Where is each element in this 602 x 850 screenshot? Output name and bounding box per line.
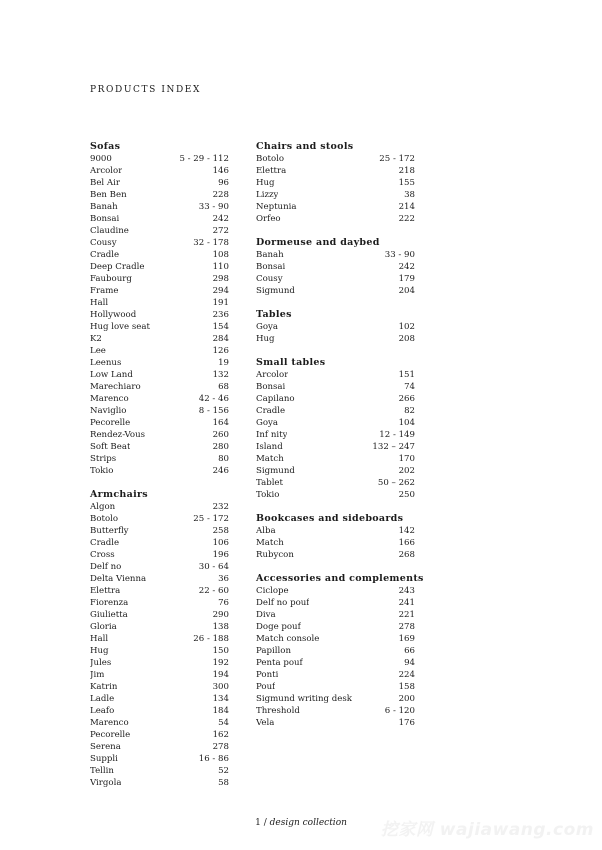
page-numbers: 242 xyxy=(398,262,415,272)
index-entry xyxy=(90,633,229,645)
product-name: Hug xyxy=(256,334,275,344)
page-numbers: 25 - 172 xyxy=(379,154,415,164)
index-entry xyxy=(90,309,229,321)
index-entry xyxy=(256,249,415,261)
product-name: Cousy xyxy=(90,238,117,248)
product-name: Suppli xyxy=(90,754,118,764)
index-entry xyxy=(256,381,415,393)
index-entry xyxy=(256,621,415,633)
section-title: Tables xyxy=(256,309,292,320)
index-section xyxy=(256,512,415,561)
index-entry xyxy=(256,669,415,681)
page-numbers: 36 xyxy=(218,574,229,584)
page-numbers: 250 xyxy=(398,490,415,500)
product-name: Cradle xyxy=(90,250,120,260)
index-entry xyxy=(90,237,229,249)
product-name: Leafo xyxy=(90,706,115,716)
page-numbers: 218 xyxy=(398,166,415,176)
product-name: Bel Air xyxy=(90,178,120,188)
index-column-left xyxy=(90,140,229,800)
index-entry xyxy=(90,381,229,393)
index-column-right xyxy=(256,140,424,740)
page-numbers: 208 xyxy=(398,334,415,344)
page-numbers: 278 xyxy=(212,742,229,752)
index-entry xyxy=(256,633,415,645)
product-name: Marenco xyxy=(90,718,129,728)
product-name: Vela xyxy=(256,718,275,728)
index-entry xyxy=(256,405,415,417)
index-section xyxy=(256,356,415,501)
page-numbers: 146 xyxy=(212,166,229,176)
product-name: Botolo xyxy=(256,154,285,164)
page-numbers: 25 - 172 xyxy=(193,514,229,524)
page-numbers: 280 xyxy=(212,442,229,452)
product-name: Pecorelle xyxy=(90,730,131,740)
page-numbers: 202 xyxy=(398,466,415,476)
product-name: Tokio xyxy=(256,490,280,500)
page-numbers: 246 xyxy=(212,466,229,476)
page-numbers: 19 xyxy=(218,358,229,368)
product-name: Gloria xyxy=(90,622,117,632)
product-name: Goya xyxy=(256,322,279,332)
product-name: Sigmund xyxy=(256,286,295,296)
product-name: Bonsai xyxy=(90,214,120,224)
page-numbers: 134 xyxy=(212,694,229,704)
product-name: Butterfly xyxy=(90,526,129,536)
product-name: Lizzy xyxy=(256,190,279,200)
product-name: Delf no xyxy=(90,562,122,572)
product-name: Tokio xyxy=(90,466,114,476)
index-section xyxy=(90,488,229,789)
product-name: Low Land xyxy=(90,370,133,380)
index-entry xyxy=(256,693,415,705)
index-entry xyxy=(256,705,415,717)
page-numbers: 138 xyxy=(212,622,229,632)
product-name: Hollywood xyxy=(90,310,137,320)
page-numbers: 228 xyxy=(212,190,229,200)
index-entry xyxy=(90,537,229,549)
product-name: Match xyxy=(256,454,284,464)
page-numbers: 5 - 29 - 112 xyxy=(179,154,229,164)
page-numbers: 169 xyxy=(398,634,415,644)
page-numbers: 106 xyxy=(212,538,229,548)
index-entry xyxy=(90,453,229,465)
page-numbers: 290 xyxy=(212,610,229,620)
product-name: Elettra xyxy=(90,586,121,596)
index-entry xyxy=(90,345,229,357)
page-numbers: 54 xyxy=(218,718,229,728)
product-name: Bonsai xyxy=(256,262,286,272)
page-numbers: 242 xyxy=(212,214,229,224)
index-entry xyxy=(90,561,229,573)
footer-separator: / xyxy=(263,818,267,828)
watermark: 挖家网 wajiawang.com xyxy=(380,820,594,840)
product-name: Ciclope xyxy=(256,586,289,596)
index-entry xyxy=(256,165,415,177)
index-entry xyxy=(256,177,415,189)
index-entry xyxy=(256,585,415,597)
page-numbers: 108 xyxy=(212,250,229,260)
product-name: Hug xyxy=(256,178,275,188)
index-entry xyxy=(90,393,229,405)
collection-name: design collection xyxy=(269,818,347,828)
product-name: Fiorenza xyxy=(90,598,129,608)
product-name: Leenus xyxy=(90,358,122,368)
index-entry xyxy=(256,213,415,225)
index-entry xyxy=(90,609,229,621)
product-name: Tablet xyxy=(256,478,283,488)
index-entry xyxy=(256,261,415,273)
product-name: Capilano xyxy=(256,394,295,404)
page-numbers: 196 xyxy=(212,550,229,560)
index-entry xyxy=(90,165,229,177)
index-entry xyxy=(90,261,229,273)
product-name: Island xyxy=(256,442,283,452)
product-name: Orfeo xyxy=(256,214,281,224)
index-entry xyxy=(256,333,415,345)
index-entry xyxy=(90,501,229,513)
index-entry xyxy=(90,525,229,537)
product-name: Papillon xyxy=(256,646,291,656)
index-entry xyxy=(256,417,415,429)
product-name: Ladle xyxy=(90,694,115,704)
index-entry xyxy=(90,705,229,717)
page-numbers: 94 xyxy=(404,658,415,668)
product-name: Rendez-Vous xyxy=(90,430,146,440)
page-numbers: 142 xyxy=(398,526,415,536)
index-entry xyxy=(90,333,229,345)
index-section xyxy=(256,140,415,225)
page-numbers: 158 xyxy=(398,682,415,692)
index-entry xyxy=(90,177,229,189)
product-name: Inf nity xyxy=(256,430,288,440)
index-entry xyxy=(90,513,229,525)
index-entry xyxy=(256,273,415,285)
index-entry xyxy=(90,285,229,297)
index-entry xyxy=(90,681,229,693)
index-entry xyxy=(256,609,415,621)
page-numbers: 284 xyxy=(212,334,229,344)
product-name: Delf no pouf xyxy=(256,598,310,608)
page-numbers: 204 xyxy=(398,286,415,296)
page-numbers: 33 - 90 xyxy=(384,250,415,260)
page-numbers: 241 xyxy=(398,598,415,608)
page-numbers: 126 xyxy=(212,346,229,356)
section-title: Chairs and stools xyxy=(256,141,354,152)
page-numbers: 300 xyxy=(212,682,229,692)
section-title: Accessories and complements xyxy=(256,573,424,584)
index-entry xyxy=(256,657,415,669)
index-entry xyxy=(256,549,415,561)
product-name: Hall xyxy=(90,298,109,308)
index-entry xyxy=(90,777,229,789)
index-entry xyxy=(256,153,415,165)
page-numbers: 298 xyxy=(212,274,229,284)
index-entry xyxy=(90,465,229,477)
index-section xyxy=(256,308,415,345)
product-name: Jim xyxy=(90,670,105,680)
product-name: Arcolor xyxy=(256,370,289,380)
index-section xyxy=(256,572,424,729)
index-entry xyxy=(90,741,229,753)
index-entry xyxy=(90,273,229,285)
index-entry xyxy=(90,213,229,225)
product-name: Hug love seat xyxy=(90,322,150,332)
product-name: Match xyxy=(256,538,284,548)
page-numbers: 266 xyxy=(398,394,415,404)
index-entry xyxy=(90,657,229,669)
product-name: Serena xyxy=(90,742,121,752)
page-numbers: 214 xyxy=(398,202,415,212)
page-numbers: 66 xyxy=(404,646,415,656)
product-name: Hall xyxy=(90,634,109,644)
page-numbers: 232 xyxy=(212,502,229,512)
page-numbers: 6 - 120 xyxy=(384,706,415,716)
index-entry xyxy=(90,585,229,597)
page-number: 1 xyxy=(255,818,261,828)
product-name: Lee xyxy=(90,346,106,356)
product-name: Botolo xyxy=(90,514,119,524)
index-entry xyxy=(256,465,415,477)
page-numbers: 104 xyxy=(398,418,415,428)
page-numbers: 260 xyxy=(212,430,229,440)
index-entry xyxy=(90,249,229,261)
product-name: Diva xyxy=(256,610,276,620)
product-name: Tellin xyxy=(90,766,114,776)
index-entry xyxy=(256,645,415,657)
product-name: Penta pouf xyxy=(256,658,303,668)
page-numbers: 32 - 178 xyxy=(193,238,229,248)
section-title: Sofas xyxy=(90,141,121,152)
index-entry xyxy=(256,441,415,453)
product-name: Virgola xyxy=(90,778,122,788)
product-name: Doge pouf xyxy=(256,622,301,632)
product-name: Arcolor xyxy=(90,166,123,176)
product-name: Hug xyxy=(90,646,109,656)
product-name: Alba xyxy=(256,526,276,536)
page-numbers: 221 xyxy=(398,610,415,620)
product-name: Giulietta xyxy=(90,610,128,620)
page-numbers: 102 xyxy=(398,322,415,332)
product-name: Strips xyxy=(90,454,117,464)
index-entry xyxy=(256,597,415,609)
index-entry xyxy=(256,429,415,441)
index-entry xyxy=(90,645,229,657)
page-numbers: 191 xyxy=(212,298,229,308)
product-name: Cross xyxy=(90,550,115,560)
index-entry xyxy=(90,549,229,561)
product-name: 9000 xyxy=(90,154,112,164)
index-entry xyxy=(90,765,229,777)
product-name: Pecorelle xyxy=(90,418,131,428)
page-numbers: 26 - 188 xyxy=(193,634,229,644)
index-entry xyxy=(256,717,415,729)
page-numbers: 74 xyxy=(404,382,415,392)
page-numbers: 132 xyxy=(212,370,229,380)
page-numbers: 8 - 156 xyxy=(198,406,229,416)
index-entry xyxy=(90,669,229,681)
page-numbers: 82 xyxy=(404,406,415,416)
page-numbers: 151 xyxy=(398,370,415,380)
product-name: Naviglio xyxy=(90,406,127,416)
page-numbers: 155 xyxy=(398,178,415,188)
page-numbers: 192 xyxy=(212,658,229,668)
index-entry xyxy=(256,189,415,201)
index-entry xyxy=(90,597,229,609)
index-section xyxy=(256,236,415,297)
index-entry xyxy=(90,321,229,333)
page-numbers: 164 xyxy=(212,418,229,428)
page-numbers: 294 xyxy=(212,286,229,296)
index-entry xyxy=(90,621,229,633)
product-name: Banah xyxy=(90,202,118,212)
product-name: Sigmund writing desk xyxy=(256,694,352,704)
index-entry xyxy=(256,393,415,405)
product-name: Banah xyxy=(256,250,284,260)
index-section xyxy=(90,140,229,477)
product-name: Faubourg xyxy=(90,274,132,284)
page-numbers: 42 - 46 xyxy=(198,394,229,404)
page-numbers: 22 - 60 xyxy=(198,586,229,596)
page-numbers: 166 xyxy=(398,538,415,548)
index-entry xyxy=(90,753,229,765)
index-entry xyxy=(90,429,229,441)
product-name: Marenco xyxy=(90,394,129,404)
page-numbers: 176 xyxy=(398,718,415,728)
product-name: Cradle xyxy=(256,406,286,416)
index-entry xyxy=(90,225,229,237)
page-numbers: 194 xyxy=(212,670,229,680)
page-numbers: 76 xyxy=(218,598,229,608)
index-entry xyxy=(256,489,415,501)
section-title: Dormeuse and daybed xyxy=(256,237,380,248)
page-numbers: 179 xyxy=(398,274,415,284)
index-entry xyxy=(90,441,229,453)
page-numbers: 184 xyxy=(212,706,229,716)
product-name: Neptunia xyxy=(256,202,297,212)
product-name: Elettra xyxy=(256,166,287,176)
product-name: Katrin xyxy=(90,682,118,692)
page-numbers: 38 xyxy=(404,190,415,200)
index-entry xyxy=(90,693,229,705)
index-entry xyxy=(90,201,229,213)
page-numbers: 52 xyxy=(218,766,229,776)
index-entry xyxy=(256,681,415,693)
page-numbers: 154 xyxy=(212,322,229,332)
product-name: Pouf xyxy=(256,682,276,692)
product-name: Bonsai xyxy=(256,382,286,392)
page-numbers: 278 xyxy=(398,622,415,632)
product-name: Deep Cradle xyxy=(90,262,145,272)
page-numbers: 68 xyxy=(218,382,229,392)
product-name: Goya xyxy=(256,418,279,428)
page-numbers: 16 - 86 xyxy=(198,754,229,764)
index-entry xyxy=(256,201,415,213)
page-numbers: 58 xyxy=(218,778,229,788)
product-name: Rubycon xyxy=(256,550,294,560)
page-numbers: 222 xyxy=(398,214,415,224)
page-numbers: 224 xyxy=(398,670,415,680)
index-entry xyxy=(90,405,229,417)
page-numbers: 80 xyxy=(218,454,229,464)
page-numbers: 50 – 262 xyxy=(377,478,415,488)
page-numbers: 162 xyxy=(212,730,229,740)
product-name: Marechiaro xyxy=(90,382,141,392)
index-entry xyxy=(90,417,229,429)
index-entry xyxy=(256,369,415,381)
product-name: Ben Ben xyxy=(90,190,127,200)
page-numbers: 110 xyxy=(212,262,229,272)
page-numbers: 272 xyxy=(212,226,229,236)
index-entry xyxy=(256,537,415,549)
page-title: PRODUCTS INDEX xyxy=(90,85,201,95)
product-name: Match console xyxy=(256,634,320,644)
index-entry xyxy=(256,453,415,465)
page-numbers: 12 - 149 xyxy=(379,430,415,440)
page-numbers: 258 xyxy=(212,526,229,536)
index-entry xyxy=(90,369,229,381)
page-numbers: 30 - 64 xyxy=(198,562,229,572)
section-title: Armchairs xyxy=(90,489,148,500)
index-entry xyxy=(90,717,229,729)
product-name: Cradle xyxy=(90,538,120,548)
page-numbers: 200 xyxy=(398,694,415,704)
index-entry xyxy=(90,357,229,369)
index-entry xyxy=(256,321,415,333)
page-numbers: 33 - 90 xyxy=(198,202,229,212)
index-entry xyxy=(90,189,229,201)
product-name: K2 xyxy=(90,334,102,344)
product-name: Ponti xyxy=(256,670,279,680)
page-numbers: 132 – 247 xyxy=(372,442,415,452)
index-entry xyxy=(256,525,415,537)
index-entry xyxy=(90,573,229,585)
page-numbers: 170 xyxy=(398,454,415,464)
product-name: Threshold xyxy=(256,706,300,716)
product-name: Jules xyxy=(90,658,112,668)
section-title: Bookcases and sideboards xyxy=(256,513,404,524)
index-entry xyxy=(90,297,229,309)
index-entry xyxy=(90,153,229,165)
index-entry xyxy=(256,285,415,297)
page-numbers: 96 xyxy=(218,178,229,188)
page-numbers: 243 xyxy=(398,586,415,596)
product-name: Sigmund xyxy=(256,466,295,476)
index-entry xyxy=(256,477,415,489)
page-numbers: 236 xyxy=(212,310,229,320)
section-title: Small tables xyxy=(256,357,326,368)
product-name: Frame xyxy=(90,286,119,296)
index-entry xyxy=(90,729,229,741)
product-name: Cousy xyxy=(256,274,283,284)
page-numbers: 268 xyxy=(398,550,415,560)
product-name: Algon xyxy=(90,502,116,512)
product-name: Soft Beat xyxy=(90,442,131,452)
product-name: Delta Vienna xyxy=(90,574,147,584)
page-numbers: 150 xyxy=(212,646,229,656)
product-name: Claudine xyxy=(90,226,129,236)
